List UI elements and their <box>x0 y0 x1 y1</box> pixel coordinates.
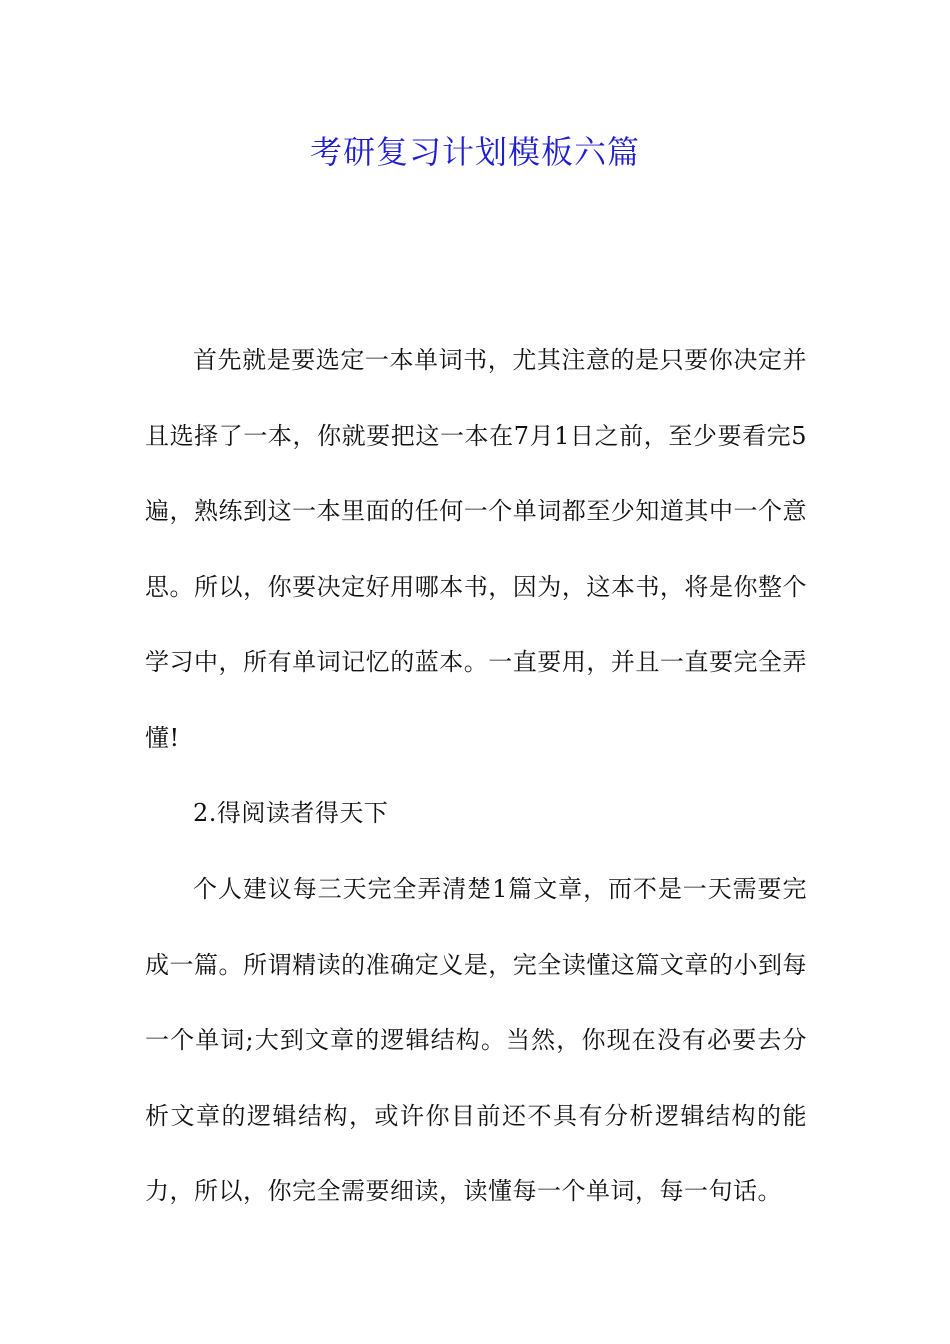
paragraph: 个人建议每三天完全弄清楚1篇文章，而不是一天需要完成一篇。所谓精读的准确定义是，完全读懂这篇文章的小到每一个单词;大到文章的逻辑结构。当然，你现在没有必要去分析文章的逻辑结构，或许你目前还不具有分析逻辑结构的能力，所以，你完全需要细读，读懂每一个单词，每一句话。 <box>145 875 807 1205</box>
document-title: 考研复习计划模板六篇 <box>309 133 640 171</box>
paragraph-block-3 <box>145 852 807 1230</box>
paragraph-block-1 <box>145 323 807 776</box>
paragraph-block-2 <box>145 776 807 852</box>
section-heading: 2.得阅读者得天下 <box>193 799 389 827</box>
paragraph: 首先就是要选定一本单词书，尤其注意的是只要你决定并且选择了一本，你就要把这一本在7月1日之前，至少要看完5遍，熟练到这一本里面的任何一个单词都至少知道其中一个意思。所以，你要决定好用哪本书，因为，这本书，将是你整个学习中，所有单词记忆的蓝本。一直要用，并且一直要完全弄懂! <box>145 346 807 752</box>
